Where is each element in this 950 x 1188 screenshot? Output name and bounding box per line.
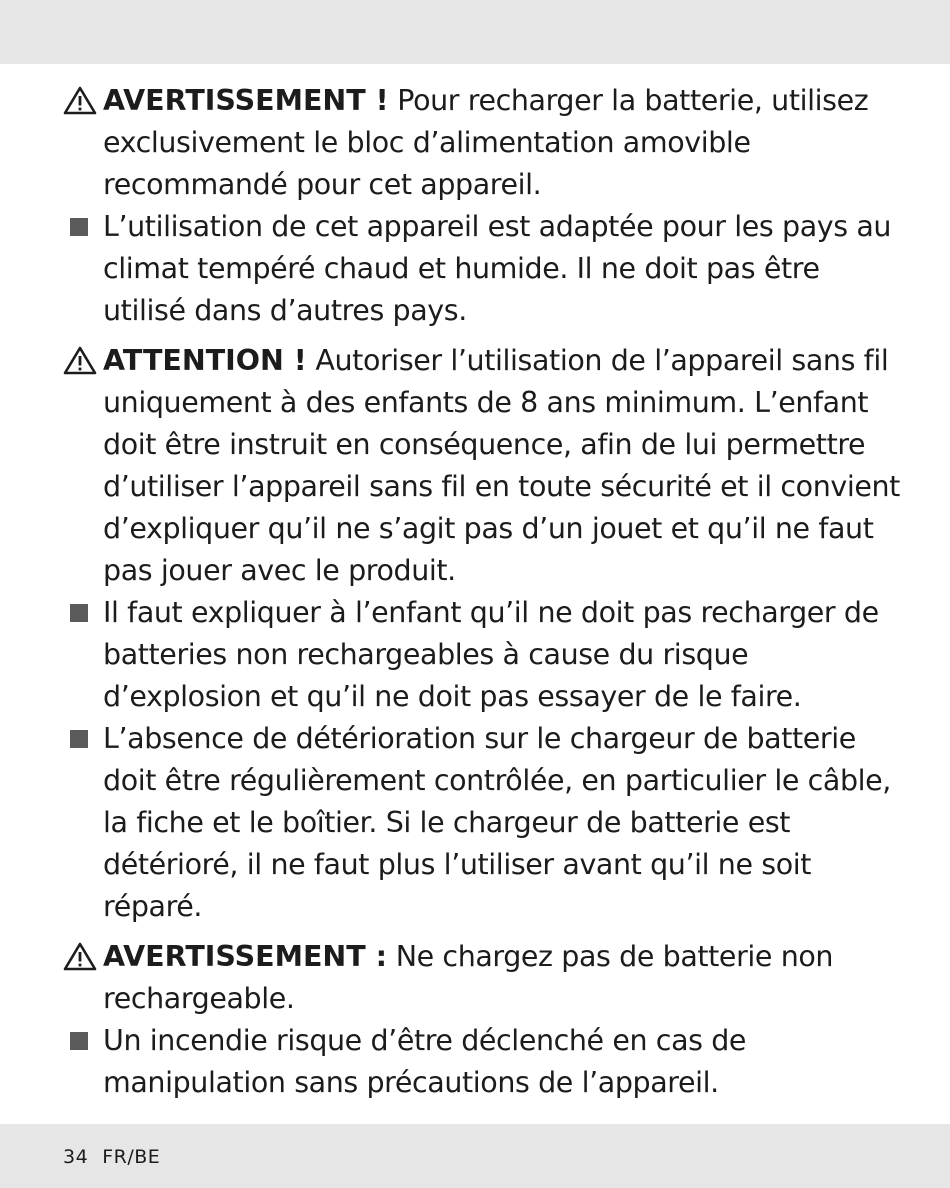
bullet-text: Il faut expliquer à l’enfant qu’il ne doit pas recharger de batteries non rechargeables à cause du risque d’explosion et qu’il ne doit pas essayer de le faire. — [103, 596, 879, 713]
locale-code: FR/BE — [102, 1146, 161, 1168]
warning-triangle-icon — [63, 85, 97, 115]
page-number: 34 — [63, 1146, 89, 1168]
warning-text: Pour recharger la batterie, utilisez exclusivement le bloc d’alimentation amovible recommandé pour cet appareil. — [103, 84, 869, 201]
bullet-text: L’utilisation de cet appareil est adaptée pour les pays au climat tempéré chaud et humide. Il ne doit pas être utilisé dans d’autres pays. — [103, 210, 892, 327]
page-content — [0, 80, 950, 1104]
bullet-item — [0, 718, 950, 928]
warning-text: Autoriser l’utilisation de l’appareil sans fil uniquement à des enfants de 8 ans minimum. L’enfant doit être instruit en conséquence, afin de lui permettre d’utiliser l’appareil sans fil en toute sécurité et il convient d’expliquer qu’il ne s’agit pas d’un jouet et qu’il ne faut pas jouer avec le produit. — [103, 344, 900, 587]
warning-block — [0, 80, 950, 206]
warning-label: AVERTISSEMENT ! — [103, 84, 389, 117]
warning-label: ATTENTION ! — [103, 344, 307, 377]
bullet-text: Un incendie risque d’être déclenché en cas de manipulation sans précautions de l’appareil. — [103, 1024, 747, 1099]
header-band — [0, 0, 950, 64]
bullet-item — [0, 592, 950, 718]
warning-triangle-icon — [63, 345, 97, 375]
warning-triangle-icon — [63, 941, 97, 971]
bullet-text: L’absence de détérioration sur le chargeur de batterie doit être régulièrement contrôlée, en particulier le câble, la fiche et le boîtier. Si le chargeur de batterie est détérioré, il ne faut plus l’utiliser avant qu’il ne soit réparé. — [103, 722, 891, 923]
warning-text: Ne chargez pas de batterie non rechargeable. — [103, 940, 834, 1015]
page-footer — [63, 1146, 160, 1168]
square-bullet-icon — [70, 730, 88, 748]
bullet-item — [0, 1020, 950, 1104]
square-bullet-icon — [70, 604, 88, 622]
warning-block — [0, 340, 950, 592]
warning-label: AVERTISSEMENT : — [103, 940, 388, 973]
square-bullet-icon — [70, 1032, 88, 1050]
warning-block — [0, 936, 950, 1020]
bullet-item — [0, 206, 950, 332]
square-bullet-icon — [70, 218, 88, 236]
